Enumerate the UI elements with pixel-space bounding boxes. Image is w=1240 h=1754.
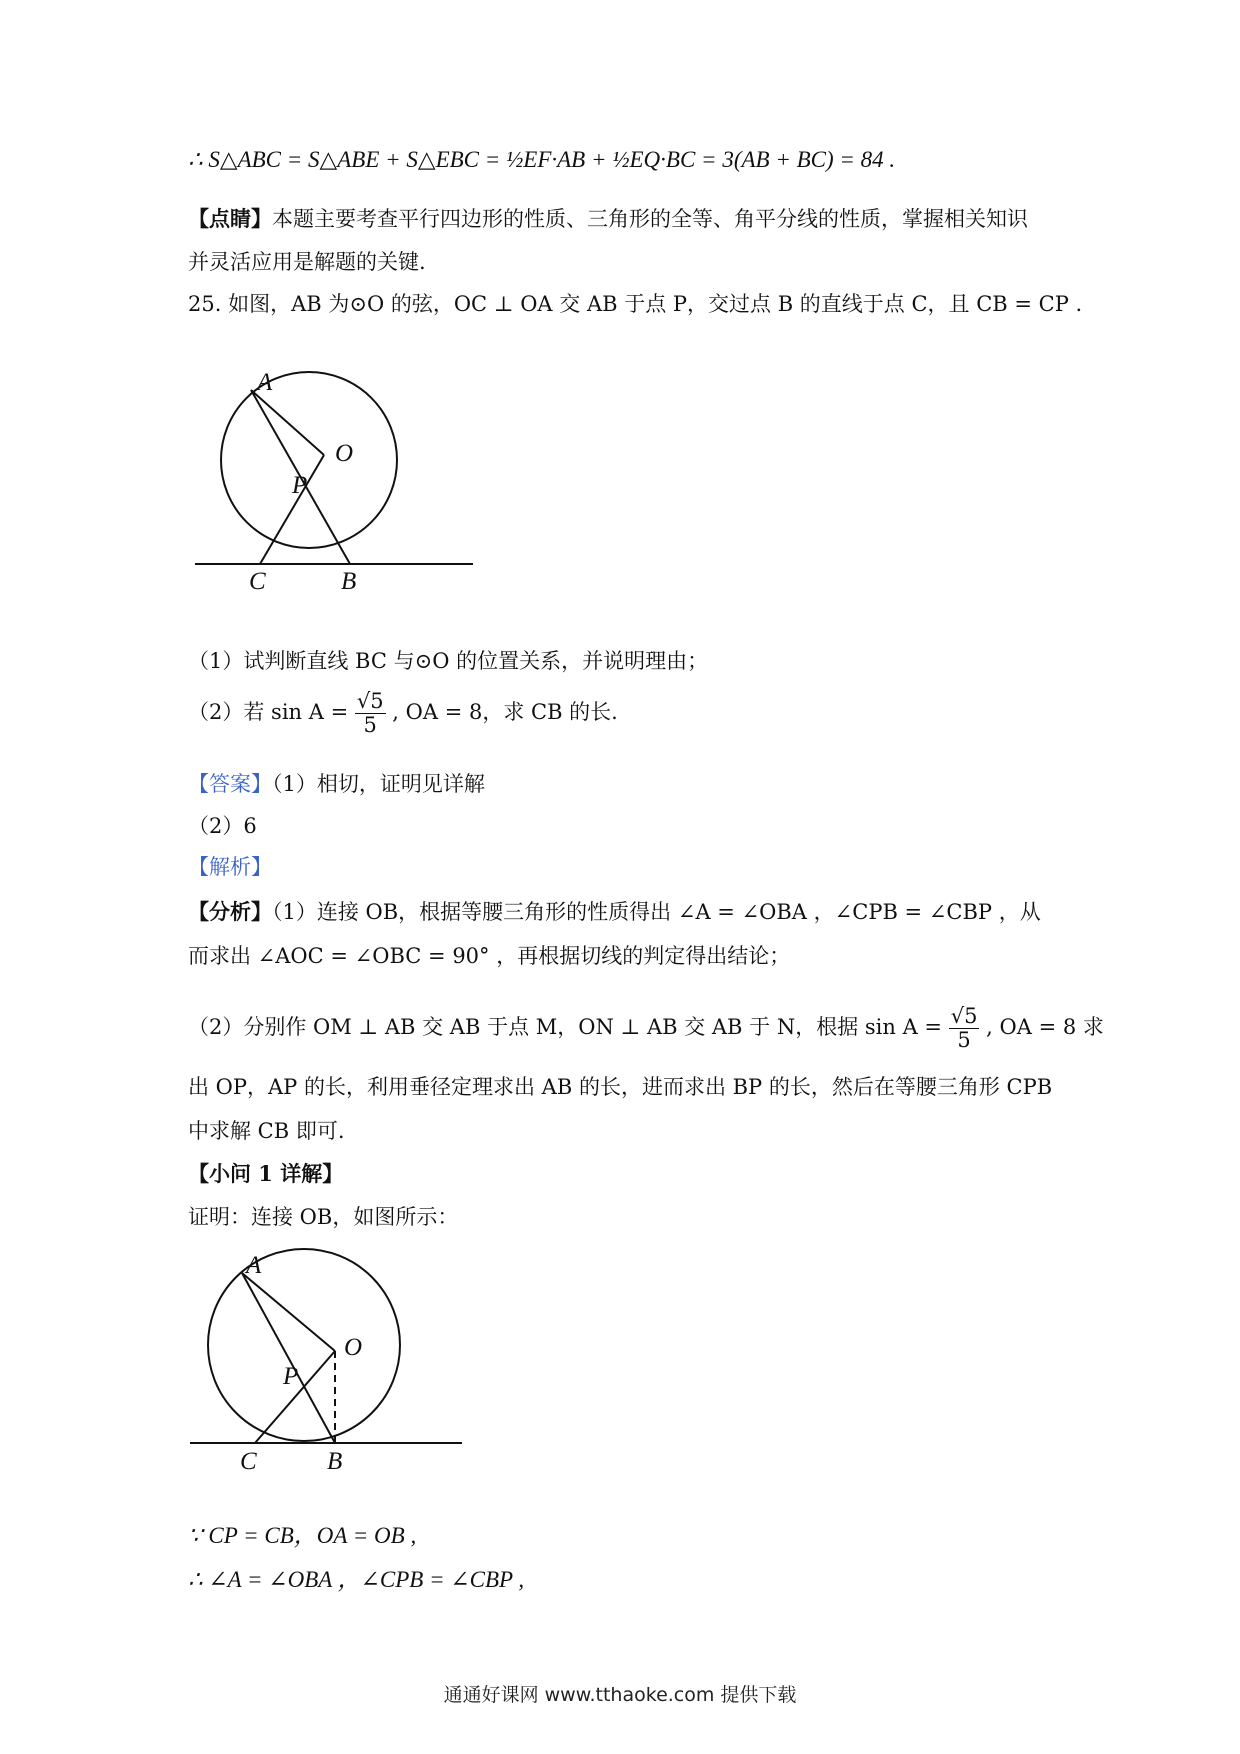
- chord-ab-2: [242, 1273, 335, 1443]
- figure-circle-2: [180, 1245, 480, 1485]
- because-line: ∵ CP = CB，OA = OB ,: [188, 1523, 417, 1548]
- label-b-2: B: [327, 1448, 343, 1475]
- analysis-line-3: [188, 1005, 1104, 1052]
- label-a: A: [257, 369, 273, 396]
- analysis-1a: （1）连接 OB，根据等腰三角形的性质得出 ∠A = ∠OBA ，∠CPB = ∠CBP ，从: [272, 900, 1041, 924]
- segment-oa: [251, 390, 324, 455]
- analysis-tag: 【解析】: [188, 855, 272, 879]
- analysis-line-5: 中求解 CB 即可.: [188, 1119, 345, 1143]
- analysis-line-4: 出 OP，AP 的长，利用垂径定理求出 AB 的长，进而求出 BP 的长，然后在等腰三角形 CPB: [188, 1075, 1053, 1099]
- analysis-line-2: 而求出 ∠AOC = ∠OBC = 90° ，再根据切线的判定得出结论；: [188, 944, 791, 968]
- remark-tag: 【点睛】: [188, 206, 272, 231]
- answer-line-1: [188, 770, 485, 798]
- fraction-sqrt5-over-5: [355, 690, 386, 737]
- fraction-sqrt5-over-5-2: [949, 1005, 980, 1052]
- question-25: 25. 如图，AB 为⊙O 的弦，OC ⊥ OA 交 AB 于点 P，交过点 B 的直线于点 C，且 CB = CP .: [188, 292, 1083, 316]
- answer-1: （1）相切，证明见详解: [272, 772, 485, 796]
- label-o: O: [335, 440, 354, 467]
- remark-line-1: [188, 205, 1028, 233]
- area-equation: ∴ S△ABC = S△ABE + S△EBC = ½EF·AB + ½EQ·BC = 3(AB + BC) = 84 .: [188, 147, 896, 172]
- fraction-denominator: 5: [363, 713, 377, 738]
- analysis-line-1: [188, 898, 1041, 926]
- subquestion-2-pre: （2）若 sin A =: [188, 700, 349, 725]
- detail-head: 【小问 1 详解】: [188, 1161, 344, 1186]
- remark-line-2: 并灵活应用是解题的关键.: [188, 250, 426, 274]
- answer-tag: 【答案】: [188, 772, 272, 796]
- subquestion-2-post: , OA = 8，求 CB 的长.: [392, 700, 618, 725]
- label-c-2: C: [240, 1448, 257, 1475]
- segment-oa-2: [242, 1273, 335, 1351]
- analysis-2-post: , OA = 8 求: [986, 1015, 1104, 1040]
- fraction-numerator: √5: [356, 689, 384, 713]
- label-a-2: A: [246, 1252, 262, 1279]
- remark-text-1: 本题主要考查平行四边形的性质、三角形的全等、角平分线的性质，掌握相关知识: [272, 207, 1028, 231]
- label-c: C: [249, 568, 266, 595]
- page-footer: 通通好课网 www.tthaoke.com 提供下载: [443, 1684, 797, 1706]
- label-p-2: P: [283, 1363, 299, 1390]
- subquestion-1: （1）试判断直线 BC 与⊙O 的位置关系，并说明理由；: [188, 649, 709, 673]
- proof-intro: 证明：连接 OB，如图所示：: [188, 1205, 459, 1229]
- answer-2: （2）6: [188, 814, 257, 838]
- label-o-2: O: [344, 1334, 363, 1361]
- circle-o-2: [208, 1249, 400, 1441]
- analysis-2-pre: （2）分别作 OM ⊥ AB 交 AB 于点 M，ON ⊥ AB 交 AB 于 N，根据 sin A =: [188, 1015, 943, 1040]
- therefore-line: ∴ ∠A = ∠OBA ，∠CPB = ∠CBP ,: [188, 1567, 525, 1592]
- label-p: P: [292, 472, 308, 499]
- fraction-numerator-2: √5: [950, 1004, 978, 1028]
- label-b: B: [341, 568, 357, 595]
- fraction-denominator-2: 5: [957, 1028, 971, 1053]
- analysis-head: 【分析】: [188, 899, 272, 924]
- figure-circle-1: [185, 365, 485, 605]
- subquestion-2: [188, 690, 618, 737]
- circle-o: [221, 372, 397, 548]
